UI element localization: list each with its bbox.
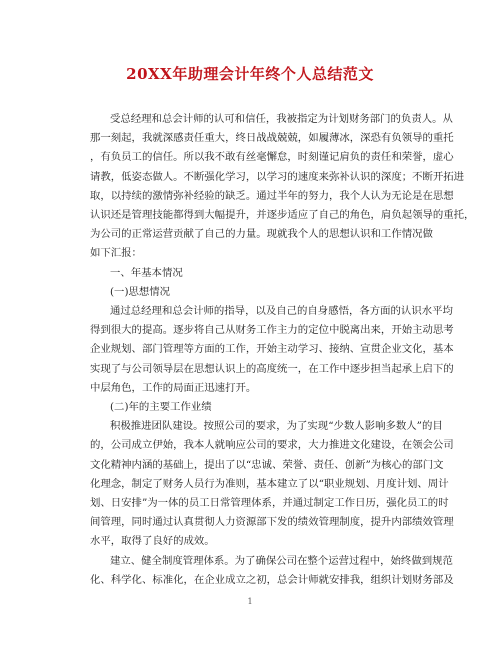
body-line: 受总经理和总会计师的认可和信任，我被指定为计划财务部门的负责人。从: [110, 113, 453, 125]
body-line: 请教，低姿态做人。不断强化学习，以学习的速度来弥补认识的深度；不断开拓进: [90, 170, 465, 183]
body-text: [90, 110, 475, 590]
body-line: 积极推进团队建设。按照公司的要求，为了实现“少数人影响多数人”的目: [110, 420, 443, 433]
body-line: 认识还是管理技能都得到大幅提升，并逐步适应了自己的角色，肩负起领导的重托，: [90, 209, 475, 222]
body-line: 的，公司成立伊始，我本人就响应公司的要求，大力推进文化建设，在领会公司: [90, 439, 454, 452]
body-line: 化理念，制定了财务人员行为准则，基本建立了以“职业规划、月度计划、周计: [90, 477, 449, 490]
body-line: 实现了与公司领导层在思想认识上的高度统一，在工作中逐步担当起承上启下的: [90, 362, 454, 375]
page-number: 1: [247, 597, 253, 606]
body-line: 得到很大的提高。逐步将自己从财务工作主力的定位中脱离出来，开始主动思考: [90, 324, 454, 337]
page-title: 20XX年助理会计年终个人总结范文: [126, 65, 374, 83]
body-line: 企业规划、部门管理等方面的工作，开始主动学习、接纳、宣贯企业文化，基本: [90, 343, 454, 356]
body-line: (二)年的主要工作业绩: [110, 401, 212, 414]
body-line: 中层角色，工作的局面正迅速打开。: [90, 381, 257, 394]
body-line: 间管理，同时通过认真贯彻人力资源部下发的绩效管理制度，提升内部绩效管理: [90, 516, 454, 529]
body-line: (一)思想情况: [110, 285, 171, 298]
body-line: 为公司的正常运营贡献了自己的力量。现就我个人的思想认识和工作情况做: [90, 228, 433, 241]
body-line: 一、年基本情况: [110, 266, 183, 279]
body-line: 文化精神内涵的基础上，提出了以“忠诚、荣誉、责任、创新”为核心的部门文: [90, 458, 444, 471]
body-line: 划、日安排”为一体的员工日常管理体系，并通过制定工作日历，强化员工的时: [90, 497, 449, 510]
body-line: 如下汇报：: [90, 247, 142, 260]
body-line: 建立、健全制度管理体系。为了确保公司在整个运营过程中，始终做到规范: [110, 554, 453, 567]
body-line: 取，以持续的激情弥补经验的缺乏。通过半年的努力，我个人认为无论是在思想: [90, 189, 454, 202]
body-line: 那一刻起，我就深感责任重大，终日战战兢兢，如履薄冰，深恐有负领导的重托: [90, 132, 454, 145]
body-line: 水平，取得了良好的成效。: [90, 535, 215, 548]
body-line: 化、科学化、标准化，在企业成立之初，总会计师就安排我，组织计划财务部及: [90, 573, 454, 586]
body-line: ，有负员工的信任。所以我不敢有丝毫懈怠，时刻谨记肩负的责任和荣誉，虚心: [90, 151, 454, 164]
body-line: 通过总经理和总会计师的指导，以及自己的自身感悟，各方面的认识水平均: [110, 305, 453, 318]
